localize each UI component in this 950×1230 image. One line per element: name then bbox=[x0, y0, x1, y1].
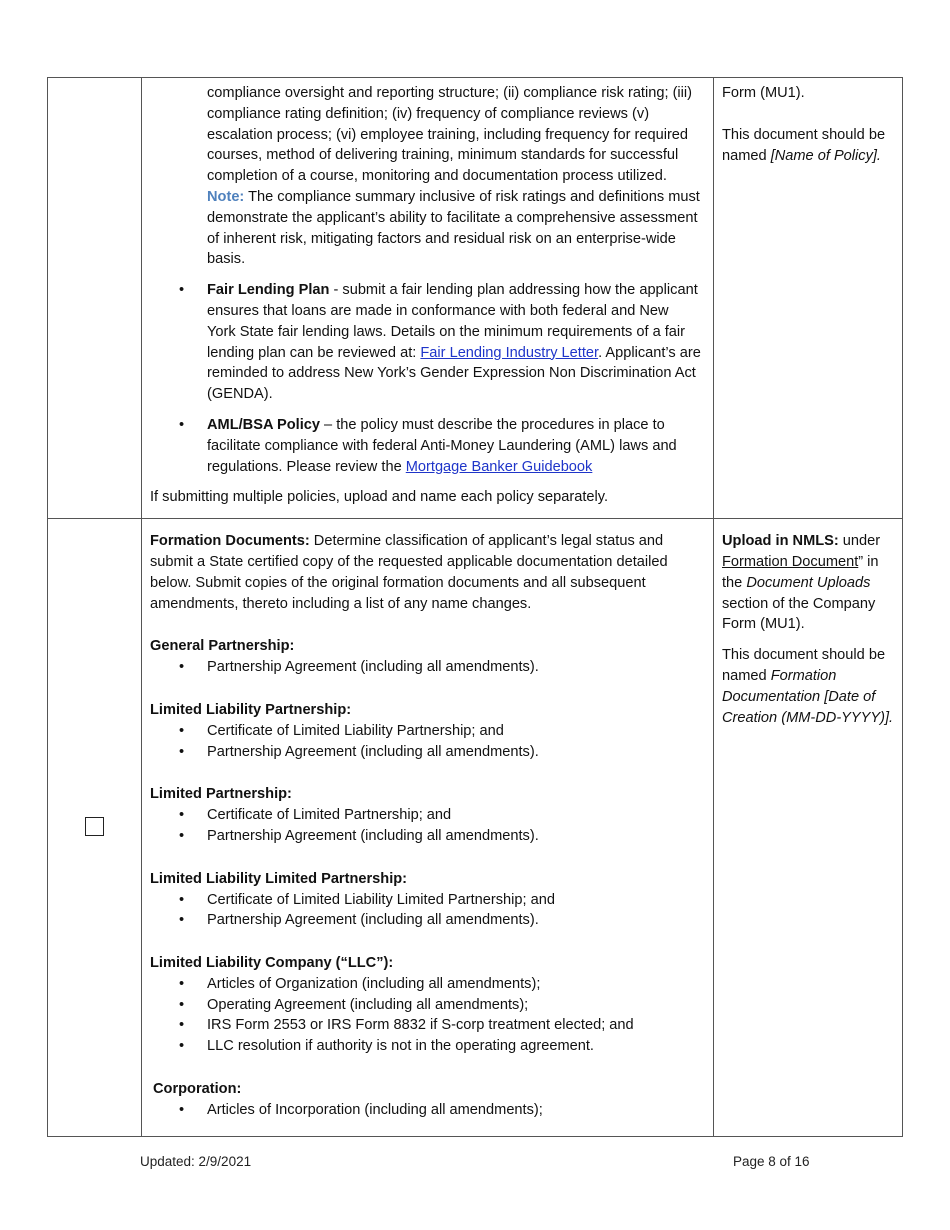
entity-type-heading: Limited Partnership: bbox=[150, 786, 292, 803]
mortgage-banker-guidebook-link[interactable]: Mortgage Banker Guidebook bbox=[405, 458, 593, 475]
entity-requirements-list bbox=[150, 1100, 701, 1121]
updated-date: Updated: 2/9/2021 bbox=[140, 1154, 252, 1169]
checkbox-cell bbox=[48, 519, 142, 1137]
list-item: • Partnership Agreement (including all amendments). bbox=[150, 910, 701, 931]
table-row bbox=[48, 519, 903, 1137]
entity-type-heading: Limited Liability Company (“LLC”): bbox=[150, 955, 394, 972]
entity-requirements-list bbox=[150, 657, 701, 678]
list-item: • Operating Agreement (including all amendments); bbox=[150, 995, 701, 1016]
list-item: • Certificate of Limited Liability Partnership; and bbox=[150, 721, 701, 742]
note-label: Note: bbox=[207, 188, 245, 205]
entity-type-heading: Limited Liability Limited Partnership: bbox=[150, 870, 408, 887]
list-item: • Partnership Agreement (including all amendments). bbox=[150, 826, 701, 847]
policy-list bbox=[150, 280, 701, 477]
list-item: • Partnership Agreement (including all amendments). bbox=[150, 657, 701, 678]
list-item: • AML/BSA Policy – the policy must describe the procedures in place to facilitate compliance with federal Anti-Money Laundering (AML) laws and regulations. Please review the Mortgage Banker Guidebook bbox=[150, 415, 701, 477]
entity-requirements-list bbox=[150, 890, 701, 932]
entity-type-heading: Corporation: bbox=[153, 1081, 242, 1098]
entity-requirements-list bbox=[150, 974, 701, 1057]
list-item: • Partnership Agreement (including all amendments). bbox=[150, 742, 701, 763]
fair-lending-industry-letter-link[interactable]: Fair Lending Industry Letter bbox=[420, 344, 599, 361]
requirement-description bbox=[142, 78, 714, 519]
table-row bbox=[48, 78, 903, 519]
upload-location: Upload in NMLS: under Formation Document” in the Document Uploads section of the Company Form (MU1). bbox=[722, 533, 881, 633]
formation-documents-checkbox[interactable] bbox=[85, 817, 104, 836]
requirements-table bbox=[47, 77, 903, 1137]
list-item: • IRS Form 2553 or IRS Form 8832 if S-corp treatment elected; and bbox=[150, 1015, 701, 1036]
entity-type-heading: Limited Liability Partnership: bbox=[150, 701, 352, 718]
entity-type-groups bbox=[150, 614, 701, 1120]
page-number: Page 8 of 16 bbox=[733, 1154, 810, 1169]
list-item: • Fair Lending Plan - submit a fair lending plan addressing how the applicant ensures that loans are made in conformance with both federal and New York State fair lending laws. Details on the minimum requirements of a fair lending plan can be reviewed at: Fair Lending Industry Letter. Applicant’s are reminded to address New York’s Gender Expression Non Discrimination Act (GENDA). bbox=[150, 280, 701, 405]
list-item: • Articles of Incorporation (including all amendments); bbox=[150, 1100, 701, 1121]
entity-requirements-list bbox=[150, 805, 701, 847]
list-item: • Articles of Organization (including all amendments); bbox=[150, 974, 701, 995]
list-item: • Certificate of Limited Partnership; and bbox=[150, 805, 701, 826]
entity-requirements-list bbox=[150, 721, 701, 763]
requirement-description bbox=[142, 519, 714, 1137]
entity-type-heading: General Partnership: bbox=[150, 638, 295, 655]
checkbox-cell bbox=[48, 78, 142, 519]
list-item: • Certificate of Limited Liability Limited Partnership; and bbox=[150, 890, 701, 911]
list-item: • LLC resolution if authority is not in the operating agreement. bbox=[150, 1036, 701, 1057]
formation-intro: Formation Documents: Determine classification of applicant’s legal status and submit a State certified copy of the requested applicable documentation detailed below. Submit copies of the original formation documents and all subsequent amendments, thereto including a list of any name changes. bbox=[150, 533, 668, 612]
compliance-summary-continuation: compliance oversight and reporting structure; (ii) compliance risk rating; (iii) compliance rating definition; (iv) frequency of compliance reviews (v) escalation process; (vi) employee training, including frequency for required courses, method of delivering training, minimum standards for successful completion of a course, monitoring and documentation process utilized. Note: The compliance summary inclusive of risk ratings and definitions must demonstrate the applicant’s ability to facilitate a comprehensive assessment of inherent risk, mitigating factors and residual risk on an enterprise-wide basis. bbox=[207, 85, 700, 268]
upload-instructions bbox=[714, 519, 903, 1137]
naming-instruction: This document should be named Formation Documentation [Date of Creation (MM-DD-YYYY)]. bbox=[722, 647, 894, 726]
upload-instructions: Form (MU1). This document should be named [Name of Policy]. bbox=[714, 78, 903, 519]
naming-instruction: This document should be named [Name of Policy]. bbox=[722, 126, 886, 164]
multiple-policies-note: If submitting multiple policies, upload and name each policy separately. bbox=[150, 489, 609, 506]
